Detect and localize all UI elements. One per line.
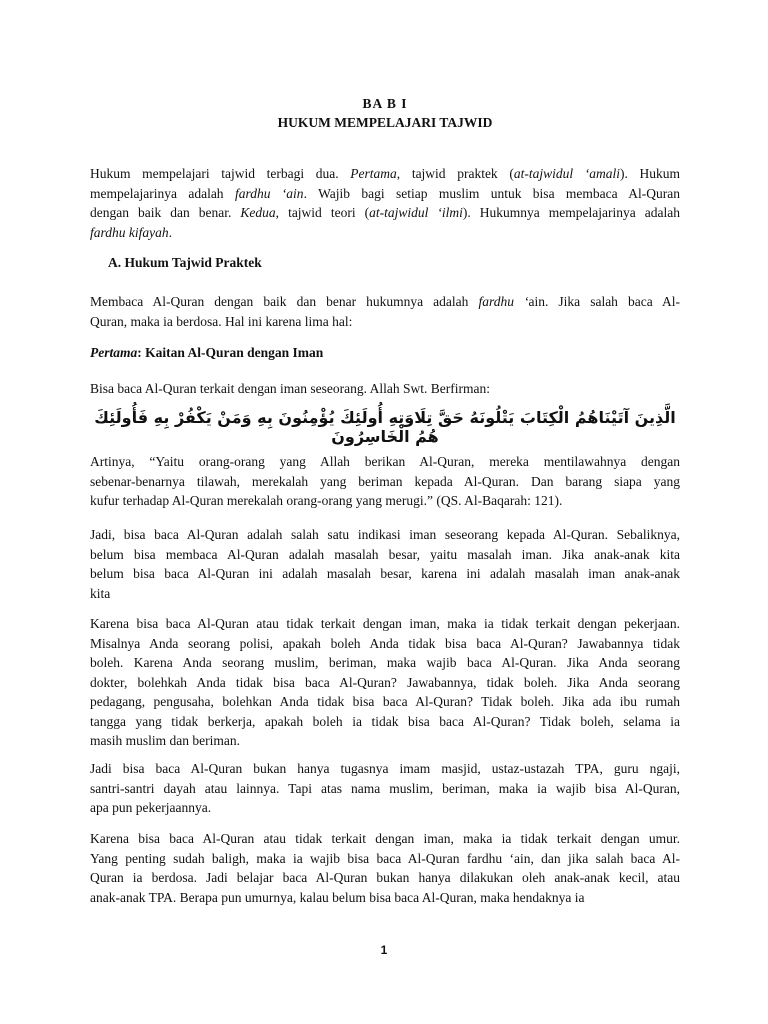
subheading-pertama <box>90 345 323 361</box>
paragraph-8 <box>90 829 680 907</box>
text-line: Quran ia berdosa. Jadi belajar baca Al-Quran bukan hanya dilakukan oleh anak-anak kecil, atau <box>90 870 680 885</box>
page-number: 1 <box>380 943 388 957</box>
text-line: anak-anak TPA. Berapa pun umurnya, kalau belum bisa baca Al-Quran, maka hendaknya ia <box>90 889 585 905</box>
text-line: Hukum mempelajari tajwid terbagi dua. Pertama, tajwid praktek (at-tajwidul ‘amali). Hukum <box>90 166 681 181</box>
text-line: Jadi bisa baca Al-Quran bukan hanya tugasnya imam masjid, ustaz-ustazah TPA, guru ngaji, <box>90 761 680 776</box>
italic-term: fardhu ‘ <box>478 294 529 309</box>
chapter-title: HUKUM MEMPELAJARI TAJWID <box>277 115 493 130</box>
paragraph-1 <box>90 164 680 242</box>
text-line: Quran, maka ia berdosa. Hal ini karena lima hal: <box>90 313 353 329</box>
text-line: Membaca Al-Quran dengan baik dan benar hukumnya adalah fardhu ‘ain. Jika salah baca Al- <box>90 294 680 309</box>
text-line: masih muslim dan beriman. <box>90 733 240 748</box>
text-line: Karena bisa baca Al-Quran atau tidak terkait dengan iman, maka ia tidak terkait dengan pekerjaan. <box>90 616 680 631</box>
paragraph-7 <box>90 759 680 818</box>
text-line: dokter, bolehkah Anda tidak bisa baca Al-Quran? Jawabannya, tidak boleh. Jika Anda seorang <box>90 674 680 690</box>
text-line: dengan baik dan benar. Kedua, tajwid teori (at-tajwidul ‘ilmi). Hukumnya mempelajarinya adalah <box>90 205 680 220</box>
text-line: Yang penting sudah baligh, maka ia wajib bisa baca Al-Quran fardhu ‘ain, dan jika salah baca Al- <box>90 850 680 866</box>
paragraph-2 <box>90 292 680 331</box>
italic-term: fardhu ‘ain <box>234 185 304 201</box>
text-line: kufur terhadap Al-Quran merekalah orang-orang yang merugi.” (QS. Al-Baqarah: 121). <box>90 493 563 508</box>
italic-term: at-tajwidul ‘ilmi <box>369 205 463 220</box>
arabic-verse: الَّذِينَ آتَيْنَاهُمُ الْكِتَابَ يَتْلُونَهُ حَقَّ تِلَاوَتِهِ أُولَئِكَ يُؤْمِنُونَ بِهِ وَمَنْ يَكْفُرْ بِهِ فَأُولَئِكَ هُمُ الْخَاسِرُونَ <box>94 408 676 446</box>
subheading-rest: : Kaitan Al-Quran dengan Iman <box>137 345 324 360</box>
text-line: boleh. Karena Anda seorang muslim, beriman, maka wajib baca Al-Quran. Jika Anda seorang <box>90 655 680 670</box>
text-line: Misalnya Anda seorang polisi, apakah boleh Anda tidak bisa baca Al-Quran? Jawabannya tidak <box>90 635 680 651</box>
text-line: apa pun pekerjaannya. <box>90 800 212 815</box>
text-line: belum bisa baca Al-Quran ini adalah masalah besar, karena ini adalah masalah iman anak-anak <box>90 566 680 581</box>
paragraph-6 <box>90 614 680 751</box>
text-line: Artinya, “Yaitu orang-orang yang Allah berikan Al-Quran, mereka mentilawahnya dengan <box>90 454 680 469</box>
text-line: pedagang, pengusaha, bolehkan Anda tidak bisa baca Al-Quran? Tidak boleh. Jika ada ibu rumah <box>90 694 680 709</box>
text-line: tangga yang tidak berkerja, apakah boleh ia tidak bisa baca Al-Quran? Tidak boleh, selama ia <box>90 713 680 729</box>
text-line: kita <box>90 585 111 601</box>
section-heading-a: A. Hukum Tajwid Praktek <box>108 255 262 270</box>
text-line: Bisa baca Al-Quran terkait dengan iman seseorang. Allah Swt. Berfirman: <box>90 381 491 396</box>
text-line: fardhu kifayah. <box>90 224 172 240</box>
text-line: Karena bisa baca Al-Quran atau tidak terkait dengan iman, maka ia tidak terkait dengan umur. <box>90 831 680 846</box>
paragraph-4 <box>90 452 680 511</box>
text-line: sebenar-benarnya tilawah, merekalah yang beriman kepada Al-Quran. Dan barang siapa yang <box>90 473 680 489</box>
text-line: belum bisa membaca Al-Quran adalah masalah besar, yaitu masalah iman. Jika anak-anak kita <box>90 546 680 562</box>
italic-term: at-tajwidul ‘amali <box>513 166 620 181</box>
italic-term: fardhu kifayah <box>90 224 169 240</box>
italic-term: Pertama <box>350 166 397 181</box>
paragraph-5 <box>90 525 680 603</box>
paragraph-3 <box>90 379 680 399</box>
text-line: mempelajarinya adalah fardhu ‘ain. Wajib bagi setiap muslim untuk bisa membaca Al-Quran <box>90 185 681 201</box>
subheading-lead: Pertama <box>90 345 138 360</box>
text-line: Jadi, bisa baca Al-Quran adalah salah satu indikasi iman seseorang kepada Al-Quran. Sebaliknya, <box>90 527 680 542</box>
italic-term: Kedua <box>240 205 276 220</box>
text-line: santri-santri dayah atau lainnya. Tapi atas nama muslim, beriman, maka ia wajib bisa Al-Quran, <box>90 780 680 796</box>
chapter-label: BA B I <box>362 96 408 111</box>
